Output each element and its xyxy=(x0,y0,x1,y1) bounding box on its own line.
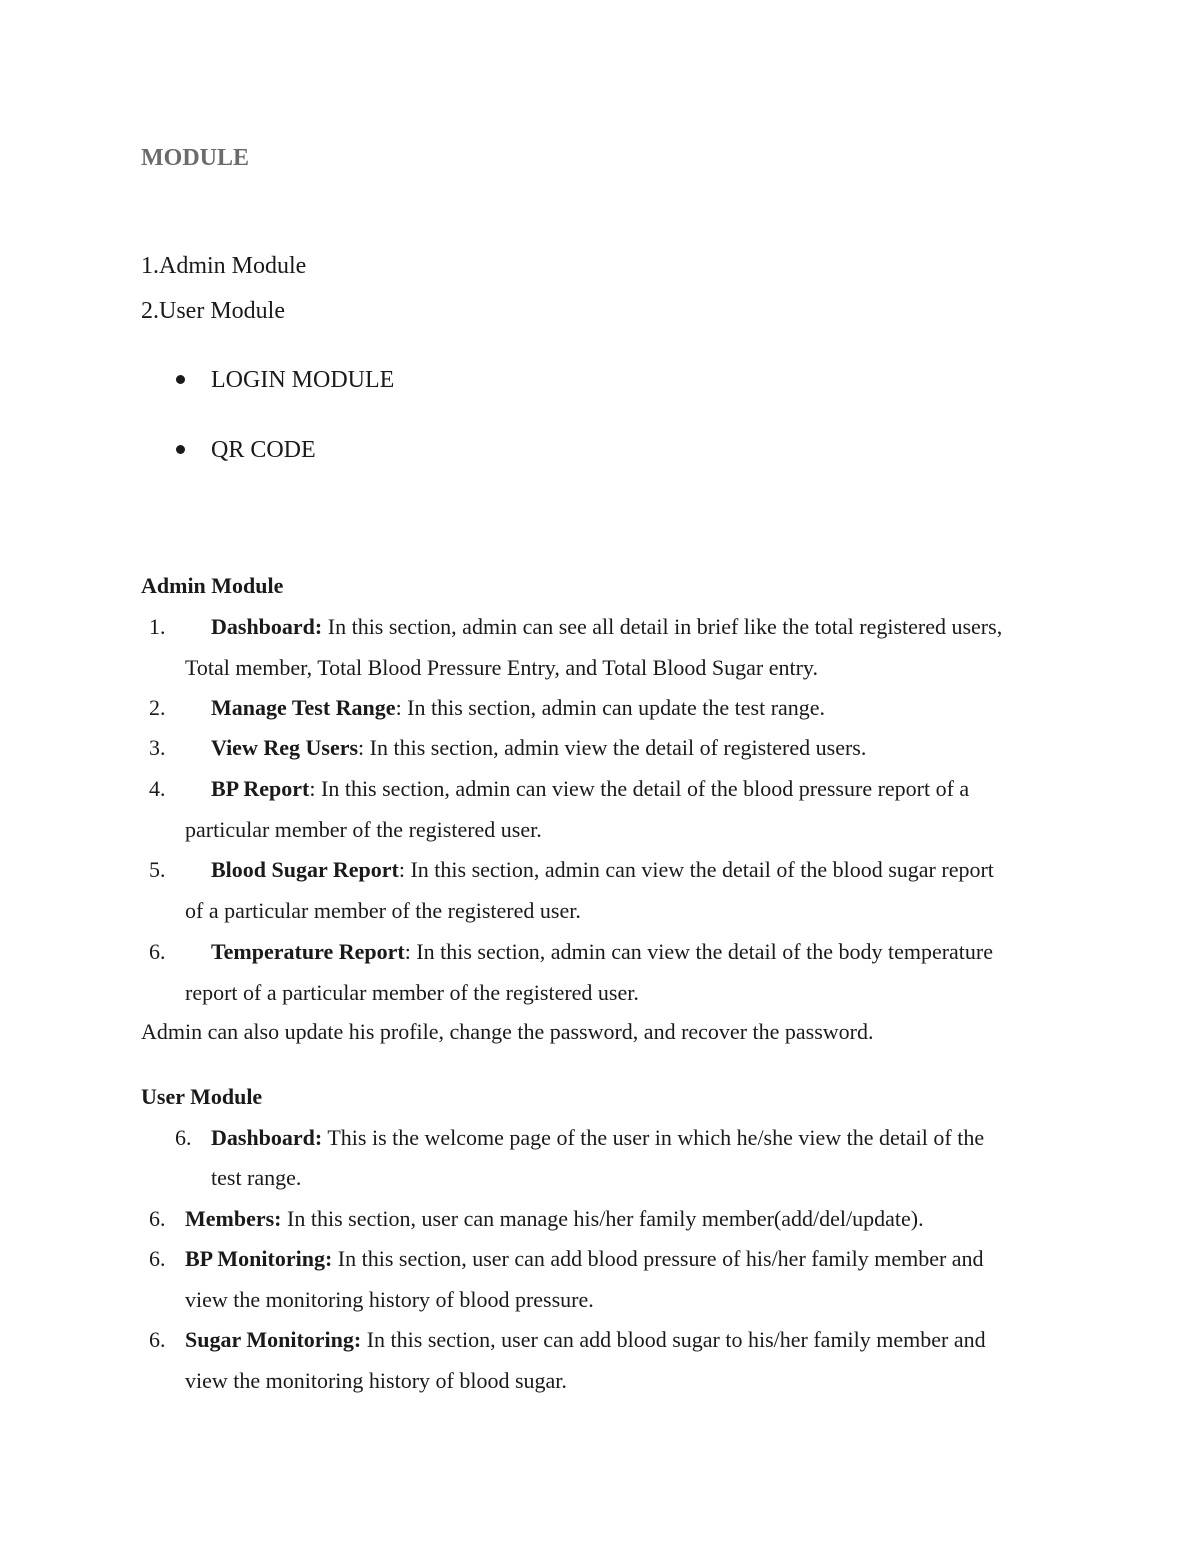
document-title: MODULE xyxy=(141,145,249,171)
item-description: : In this section, admin view the detail of registered users. xyxy=(358,735,867,760)
overview-item-admin: 1.Admin Module xyxy=(141,253,307,279)
item-description: In this section, admin can see all detail in brief like the total registered users, xyxy=(322,614,1003,639)
item-description-continued: particular member of the registered user. xyxy=(185,817,542,842)
item-description: In this section, user can add blood sugar to his/her family member and xyxy=(361,1327,986,1352)
item-description: : In this section, admin can view the detail of the blood pressure report of a xyxy=(309,776,970,801)
list-number: 6. xyxy=(149,1327,166,1352)
list-number: 6. xyxy=(149,1246,166,1271)
item-description: : In this section, admin can update the test range. xyxy=(395,695,826,720)
admin-footer-text: Admin can also update his profile, change the password, and recover the password. xyxy=(141,1019,874,1044)
list-item xyxy=(211,939,993,965)
bullet-item-qr: QR CODE xyxy=(211,437,316,463)
item-description-continued: Total member, Total Blood Pressure Entry, and Total Blood Sugar entry. xyxy=(185,655,819,680)
list-number: 2. xyxy=(149,695,166,720)
list-item xyxy=(185,1246,984,1272)
item-description-continued: view the monitoring history of blood pressure. xyxy=(185,1287,594,1312)
list-item xyxy=(211,614,1002,640)
list-number: 3. xyxy=(149,735,166,760)
list-item xyxy=(211,857,994,883)
item-term: Sugar Monitoring: xyxy=(185,1327,362,1352)
list-item xyxy=(211,1125,984,1151)
item-term: Blood Sugar Report xyxy=(211,857,399,882)
item-description-continued: test range. xyxy=(211,1165,302,1190)
bullet-icon xyxy=(176,375,185,384)
item-term: Temperature Report xyxy=(211,939,405,964)
bullet-item-login: LOGIN MODULE xyxy=(211,367,395,393)
item-description: : In this section, admin can view the detail of the blood sugar report xyxy=(398,857,994,882)
bullet-icon xyxy=(176,445,185,454)
item-description: In this section, user can add blood pressure of his/her family member and xyxy=(332,1246,984,1271)
item-description: In this section, user can manage his/her family member(add/del/update). xyxy=(281,1206,924,1231)
item-term: Dashboard: xyxy=(211,1125,323,1150)
item-term: View Reg Users xyxy=(211,735,359,760)
overview-item-user: 2.User Module xyxy=(141,298,285,324)
item-term: Members: xyxy=(185,1206,282,1231)
item-description: : In this section, admin can view the detail of the body temperature xyxy=(404,939,994,964)
item-description-continued: view the monitoring history of blood sugar. xyxy=(185,1368,567,1393)
item-description-continued: of a particular member of the registered user. xyxy=(185,898,581,923)
admin-section-heading: Admin Module xyxy=(141,573,284,598)
item-description: This is the welcome page of the user in which he/she view the detail of the xyxy=(322,1125,985,1150)
item-term: Manage Test Range xyxy=(211,695,396,720)
item-term: BP Report xyxy=(211,776,310,801)
user-section-heading: User Module xyxy=(141,1084,263,1109)
list-number: 5. xyxy=(149,857,166,882)
list-item xyxy=(185,1327,986,1353)
list-number: 6. xyxy=(149,1206,166,1231)
list-number: 6. xyxy=(175,1125,192,1150)
item-term: Dashboard: xyxy=(211,614,323,639)
item-description-continued: report of a particular member of the registered user. xyxy=(185,980,639,1005)
list-item xyxy=(211,695,825,721)
list-item xyxy=(185,1206,924,1232)
list-number: 4. xyxy=(149,776,166,801)
list-item xyxy=(211,735,866,761)
list-number: 6. xyxy=(149,939,166,964)
list-item xyxy=(211,776,969,802)
item-term: BP Monitoring: xyxy=(185,1246,333,1271)
list-number: 1. xyxy=(149,614,166,639)
